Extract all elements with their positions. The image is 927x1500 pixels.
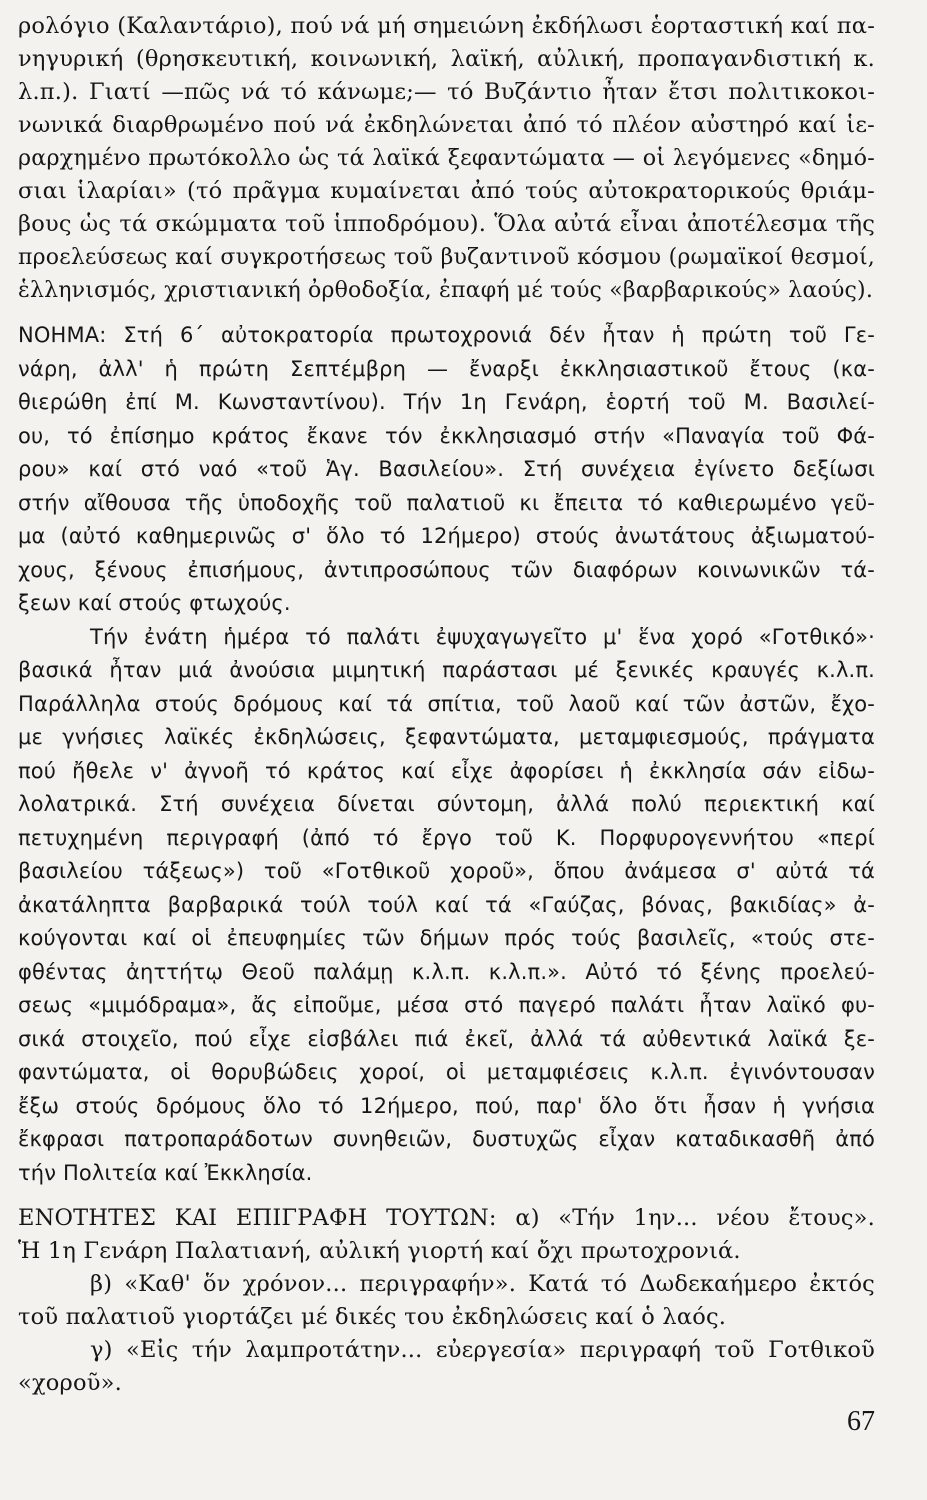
text-line: κούγονται καί οἱ ἐπευφημίες τῶν δήμων πρός τούς βασιλεῖς, «τούς στε-: [18, 926, 875, 950]
text-line: τοῦ παλατιοῦ γιορτάζει μέ δικές του ἐκδηλώσεις καί ὁ λαός.: [18, 1304, 727, 1330]
text-line: στήν αἴθουσα τῆς ὑποδοχῆς τοῦ παλατιοῦ κι ἔπειτα τό καθιερωμένο γεῦ-: [18, 490, 875, 515]
text-line: πετυχημένη περιγραφή (ἀπό τό ἔργο τοῦ Κ. Πορφυρογεννήτου «περί: [18, 825, 875, 850]
text-line: λ.π.). Γιατί —πῶς νά τό κάνωμε;— τό Βυζάντιο ἦταν ἔτσι πολιτικοκοι-: [18, 79, 875, 105]
text-line: φθέντας ἀηττήτῳ Θεοῦ παλάμῃ κ.λ.π. κ.λ.π.». Αὐτό τό ξένης προελεύ-: [18, 959, 875, 984]
paragraph-start-line: Τήν ἐνάτη ἡμέρα τό παλάτι ἐψυχαγωγεῖτο μ' ἕνα χορό «Γοτθικό»·: [90, 624, 875, 649]
text-line: ἑλληνισμός, χριστιανική ὀρθοδοξία, ἐπαφή μέ τούς «βαρβαρικούς» λαούς).: [18, 278, 874, 303]
text-line: Παράλληλα στούς δρόμους καί τά σπίτια, τοῦ λαοῦ καί τῶν ἀστῶν, ἔχο-: [18, 691, 875, 716]
text-line: Ἡ 1η Γενάρη Παλατιανή, αὐλική γιορτή καί ὄχι πρωτοχρονιά.: [18, 1238, 741, 1264]
text-line: θιερώθη ἐπί Μ. Κωνσταντίνου). Τήν 1η Γενάρη, ἑορτή τοῦ Μ. Βασιλεί-: [18, 390, 875, 414]
text-line: πού ἤθελε ν' ἀγνοῆ τό κράτος καί εἶχε ἀφορίσει ἡ ἐκκλησία σάν εἰδω-: [18, 758, 875, 783]
noima-section: [18, 319, 875, 1190]
text-line: μα (αὐτό καθημερινῶς σ' ὅλο τό 12ήμερο) στούς ἀνωτάτους ἀξιωματού-: [18, 524, 875, 548]
list-item-line: β) «Καθ' ὅν χρόνον... περιγραφήν». Κατά τό Δωδεκαήμερο ἐκτός: [90, 1271, 875, 1297]
text-line: χους, ξένους ἐπισήμους, ἀντιπροσώπους τῶν διαφόρων κοινωνικῶν τά-: [18, 557, 875, 582]
text-line: ου, τό ἐπίσημο κράτος ἔκανε τόν ἐκκλησιασμό στήν «Παναγία τοῦ Φά-: [18, 423, 875, 448]
text-line: νάρη, ἀλλ' ἡ πρώτη Σεπτέμβρη — ἔναρξι ἐκκλησιαστικοῦ ἔτους (κα-: [18, 356, 875, 381]
text-line: με γνήσιες λαϊκές ἐκδηλώσεις, ξεφαντώματα, μεταμφιεσμούς, πράγματα: [18, 725, 875, 749]
text-line: τήν Πολιτεία καί Ἐκκλησία.: [18, 1160, 313, 1185]
text-line: νηγυρική (θρησκευτική, κοινωνική, λαϊκή, αὐλική, προπαγανδιστική κ.: [18, 46, 875, 72]
text-line: βασιλείου τάξεως») τοῦ «Γοτθικοῦ χοροῦ», ὅπου ἀνάμεσα σ' αὐτά τά: [18, 859, 875, 883]
text-line: ἔκφρασι πατροπαράδοτων συνηθειῶν, δυστυχῶς εἶχαν καταδικασθῆ ἀπό: [18, 1127, 875, 1151]
text-line: βασικά ἦταν μιά ἀνούσια μιμητική παράστασι μέ ξενικές κραυγές κ.λ.π.: [18, 658, 875, 682]
enotites-section: [18, 1202, 875, 1400]
text-line: σιαι ἱλαρίαι» (τό πρᾶγμα κυμαίνεται ἀπό τούς αὐτοκρατορικούς θριάμ-: [18, 178, 875, 204]
section-heading-line: ΕΝΟΤΗΤΕΣ ΚΑΙ ΕΠΙΓΡΑΦΗ ΤΟΥΤΩΝ: α) «Τήν 1ην... νέου ἔτους».: [18, 1205, 875, 1231]
text-line: ἀκατάληπτα βαρβαρικά τούλ τούλ καί τά «Γαύζας, βόνας, βακιδίας» ἀ-: [18, 892, 875, 917]
section-heading-line: ΝΟΗΜΑ: Στή 6΄ αὐτοκρατορία πρωτοχρονιά δέν ἦταν ἡ πρώτη τοῦ Γε-: [18, 323, 875, 347]
text-line: ραρχημένο πρωτόκολλο ὡς τά λαϊκά ξεφαντώματα — οἱ λεγόμενες «δημό-: [18, 145, 875, 171]
text-line: ρολόγιο (Καλαντάριο), πού νά μή σημειώνη ἐκδήλωσι ἑορταστική καί πα-: [18, 13, 875, 39]
page-number: 67: [847, 1406, 875, 1437]
intro-paragraph: [18, 10, 875, 307]
text-line: φαντώματα, οἱ θορυβώδεις χοροί, οἱ μεταμφιέσεις κ.λ.π. ἐγινόντουσαν: [18, 1060, 875, 1084]
text-line: ξεων καί στούς φτωχούς.: [18, 591, 291, 615]
text-line: σικά στοιχεῖο, πού εἶχε εἰσβάλει πιά ἐκεῖ, ἀλλά τά αὐθεντικά λαϊκά ξε-: [18, 1026, 875, 1051]
text-line: νωνικά διαρθρωμένο πού νά ἐκδηλώνεται ἀπό τό πλέον αὐστηρό καί ἱε-: [18, 112, 875, 138]
text-line: ἔξω στούς δρόμους ὅλο τό 12ήμερο, πού, παρ' ὅλο ὅτι ἦσαν ἡ γνήσια: [18, 1093, 875, 1118]
text-line: λολατρικά. Στή συνέχεια δίνεται σύντομη, ἀλλά πολύ περιεκτική καί: [18, 792, 875, 816]
text-line: «χοροῦ».: [18, 1370, 122, 1396]
text-line: ρου» καί στό ναό «τοῦ Ἁγ. Βασιλείου». Στή συνέχεια ἐγίνετο δεξίωσι: [18, 457, 875, 481]
text-line: βους ὡς τά σκώμματα τοῦ ἱπποδρόμου). Ὅλα αὐτά εἶναι ἀποτέλεσμα τῆς: [18, 211, 875, 237]
text-line: σεως «μιμόδραμα», ἄς εἰποῦμε, μέσα στό παγερό παλάτι ἦταν λαϊκό φυ-: [18, 993, 875, 1017]
list-item-line: γ) «Εἰς τήν λαμπροτάτην... εὐεργεσία» περιγραφή τοῦ Γοτθικοῦ: [90, 1337, 875, 1363]
text-line: προελεύσεως καί συγκροτήσεως τοῦ βυζαντινοῦ κόσμου (ρωμαϊκοί θεσμοί,: [18, 245, 875, 270]
